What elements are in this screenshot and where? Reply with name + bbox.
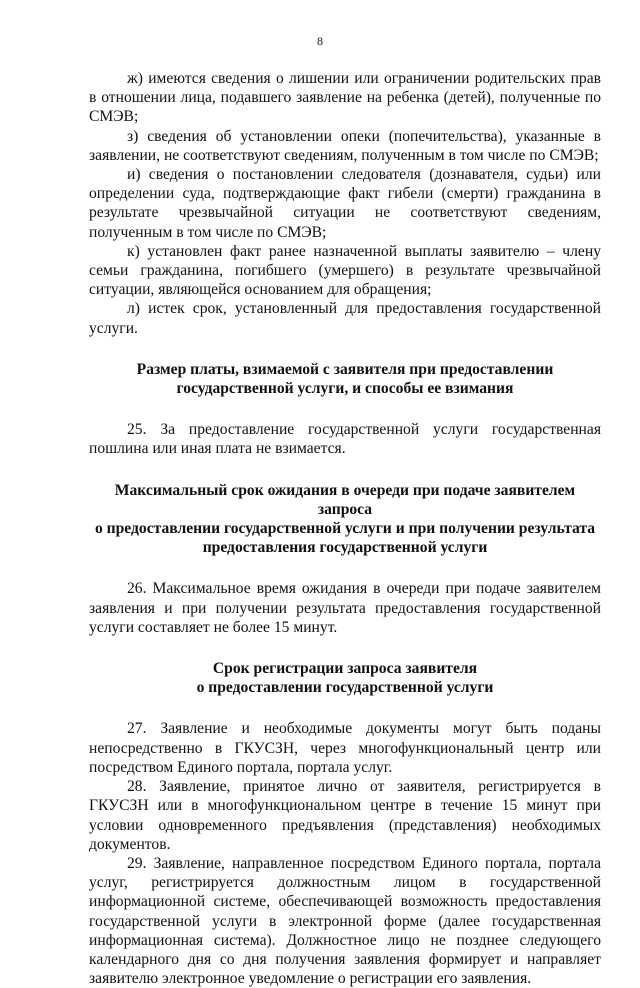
section-heading-registration [89,659,601,697]
paragraph-25: 25. За предоставление государственной услуги государственная пошлина или иная плата не взимается. [89,421,601,458]
page-number: 8 [317,34,323,48]
paragraph-k: к) установлен факт ранее назначенной выплаты заявителю – члену семьи гражданина, погибшего (умершего) в результате чрезвычайной ситуации, являющейся основанием для обращения; [89,242,601,299]
spacer [89,459,601,481]
paragraph-zh: ж) имеются сведения о лишении или ограничении родительских прав в отношении лица, подавшего заявление на ребенка (детей), полученные по СМЭВ; [89,70,601,126]
heading-line: государственной услуги, и способы ее взимания [176,380,514,398]
heading-line: Максимальный срок ожидания в очереди при подаче заявителем запроса [114,481,576,518]
section-heading-fee [89,360,601,398]
heading-line: Срок регистрации запроса заявителя [212,660,478,678]
spacer [89,557,601,579]
heading-line: о предоставлении государственной услуги и при получении результата [94,520,596,538]
heading-line: о предоставлении государственной услуги [196,679,494,697]
spacer [89,637,601,659]
paragraph-l: л) истек срок, установленный для предоставления государственной услуги. [89,300,601,337]
paragraph-27: 27. Заявление и необходимые документы могут быть поданы непосредственно в ГКУСЗН, через многофункциональный центр или посредством Единого портала, портала услуг. [89,720,601,776]
spacer [89,338,601,360]
document-body [89,69,601,988]
paragraph-i: и) сведения о постановлении следователя (дознавателя, судьи) или определении суда, подтверждающие факт гибели (смерти) гражданина в результате чрезвычайной ситуации не соответствуют сведениям, полученным в том числе по СМЭВ; [89,166,601,241]
section-heading-queue [89,481,601,558]
heading-line: предоставления государственной услуги [202,539,488,557]
heading-line: Размер платы, взимаемой с заявителя при предоставлении [136,360,554,378]
paragraph-z: з) сведения об установлении опеки (попечительства), указанные в заявлении, не соответствуют сведениям, полученным в том числе по СМЭВ; [89,127,601,164]
spacer [89,697,601,719]
paragraph-26: 26. Максимальное время ожидания в очереди при подаче заявителем заявления и при получении результата предоставления государственной услуги составляет не более 15 минут. [89,580,601,636]
paragraph-28: 28. Заявление, принятое лично от заявителя, регистрируется в ГКУСЗН или в многофункциональном центре в течение 15 минут при условии одновременного предъявления (представления) необходимых документов. [89,778,601,853]
paragraph-29: 29. Заявление, направленное посредством Единого портала, портала услуг, регистрируется должностным лицом в государственной информационной системе, обеспечивающей возможность предоставления государственной услуги в электронной форме (далее государственная информационная система). Должностное лицо не позднее следующего календарного дня со дня получения заявления формирует и направляет заявителю электронное уведомление о регистрации его заявления. [89,854,601,988]
spacer [89,398,601,420]
